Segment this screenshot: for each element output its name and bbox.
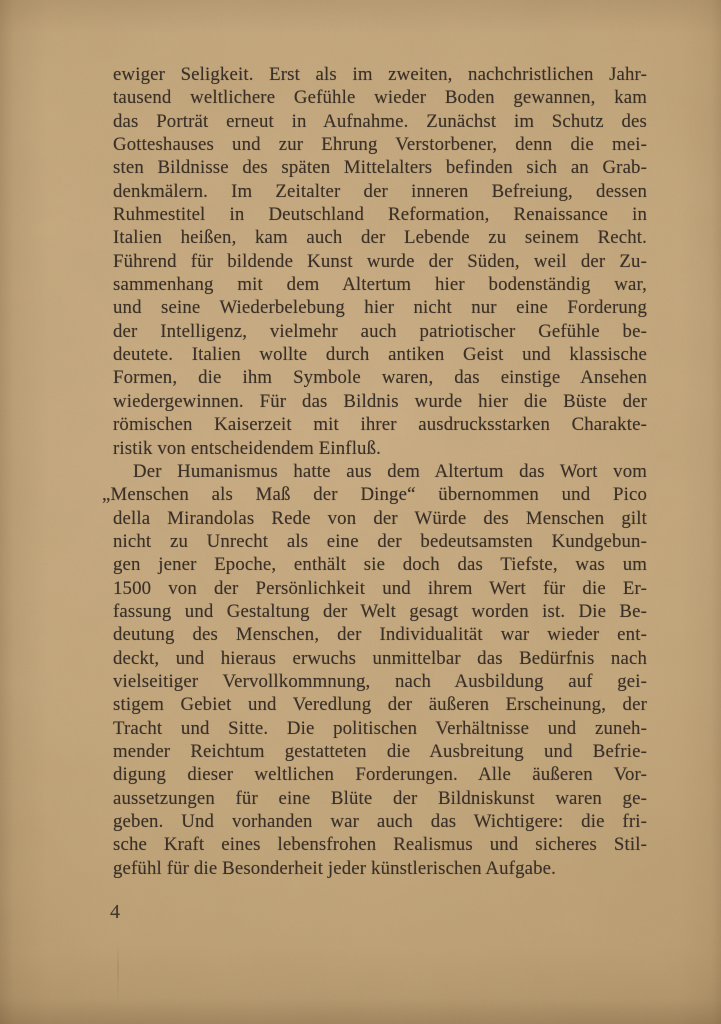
text-line: Führend für bildende Kunst wurde der Süden, weil der Zu- xyxy=(113,250,647,272)
text-line: aussetzungen für eine Blüte der Bildniskunst waren ge- xyxy=(113,787,647,809)
text-line: mender Reichtum gestatteten die Ausbreitung und Befrie- xyxy=(113,740,647,762)
text-line: gefühl für die Besonderheit jeder künstlerischen Aufgabe. xyxy=(113,857,556,879)
text-line: Ruhmestitel in Deutschland Reformation, Renaissance in xyxy=(113,204,647,226)
text-line: und seine Wiederbelebung hier nicht nur eine Forderung xyxy=(113,297,647,319)
text-line: nicht zu Unrecht als eine der bedeutsamsten Kundgebun- xyxy=(113,530,647,552)
page-number: 4 xyxy=(110,901,120,923)
text-line: deutete. Italien wollte durch antiken Geist und klassische xyxy=(113,344,647,366)
text-line: sammenhang mit dem Altertum hier bodenständig war, xyxy=(113,274,647,296)
text-line: gen jener Epoche, enthält sie doch das Tiefste, was um xyxy=(113,554,647,576)
text-line: deckt, und hieraus erwuchs unmittelbar das Bedürfnis nach xyxy=(113,647,647,669)
paragraph xyxy=(113,63,647,460)
text-line: sche Kraft eines lebensfrohen Realismus und sicheres Stil- xyxy=(113,834,647,856)
text-line: Tracht und Sitte. Die politischen Verhältnisse und zuneh- xyxy=(113,717,647,739)
text-line: stigem Gebiet und Veredlung der äußeren Erscheinung, der xyxy=(113,694,647,716)
paragraph xyxy=(102,460,647,880)
text-line: das Porträt erneut in Aufnahme. Zunächst im Schutz des xyxy=(113,110,647,132)
text-line: Gotteshauses und zur Ehrung Verstorbener, denn die mei- xyxy=(113,134,647,156)
text-line: fassung und Gestaltung der Welt gesagt worden ist. Die Be- xyxy=(113,600,647,622)
text-line: tausend weltlichere Gefühle wieder Boden gewannen, kam xyxy=(113,87,647,109)
text-line: ristik von entscheidendem Einfluß. xyxy=(113,437,381,459)
text-line: geben. Und vorhanden war auch das Wichtigere: die fri- xyxy=(113,811,647,832)
text-line: der Intelligenz, vielmehr auch patriotischer Gefühle be- xyxy=(113,320,647,342)
text-line: digung dieser weltlichen Forderungen. Alle äußeren Vor- xyxy=(113,764,647,786)
page-text xyxy=(102,63,647,880)
text-line: deutung des Menschen, der Individualität war wieder ent- xyxy=(113,624,647,646)
text-line: Der Humanismus hatte aus dem Altertum das Wort vom xyxy=(133,460,647,482)
text-line: ewiger Seligkeit. Erst als im zweiten, nachchristlichen Jahr- xyxy=(113,64,647,85)
text-line: Formen, die ihm Symbole waren, das einstige Ansehen xyxy=(113,367,647,389)
text-line: Italien heißen, kam auch der Lebende zu seinem Recht. xyxy=(113,227,647,249)
text-line: vielseitiger Vervollkommnung, nach Ausbildung auf gei- xyxy=(113,670,647,692)
text-line: sten Bildnisse des späten Mittelalters befinden sich an Grab- xyxy=(113,157,647,179)
paper-crease xyxy=(117,944,119,1002)
text-line: wiedergewinnen. Für das Bildnis wurde hier die Büste der xyxy=(113,390,647,412)
text-line: denkmälern. Im Zeitalter der inneren Befreiung, dessen xyxy=(113,180,647,202)
text-line: römischen Kaiserzeit mit ihrer ausdrucksstarken Charakte- xyxy=(113,414,647,436)
text-line: 1500 von der Persönlichkeit und ihrem Wert für die Er- xyxy=(113,577,647,599)
text-line: „Menschen als Maß der Dinge“ übernommen und Pico xyxy=(102,484,647,506)
text-line: della Mirandolas Rede von der Würde des Menschen gilt xyxy=(113,507,647,529)
